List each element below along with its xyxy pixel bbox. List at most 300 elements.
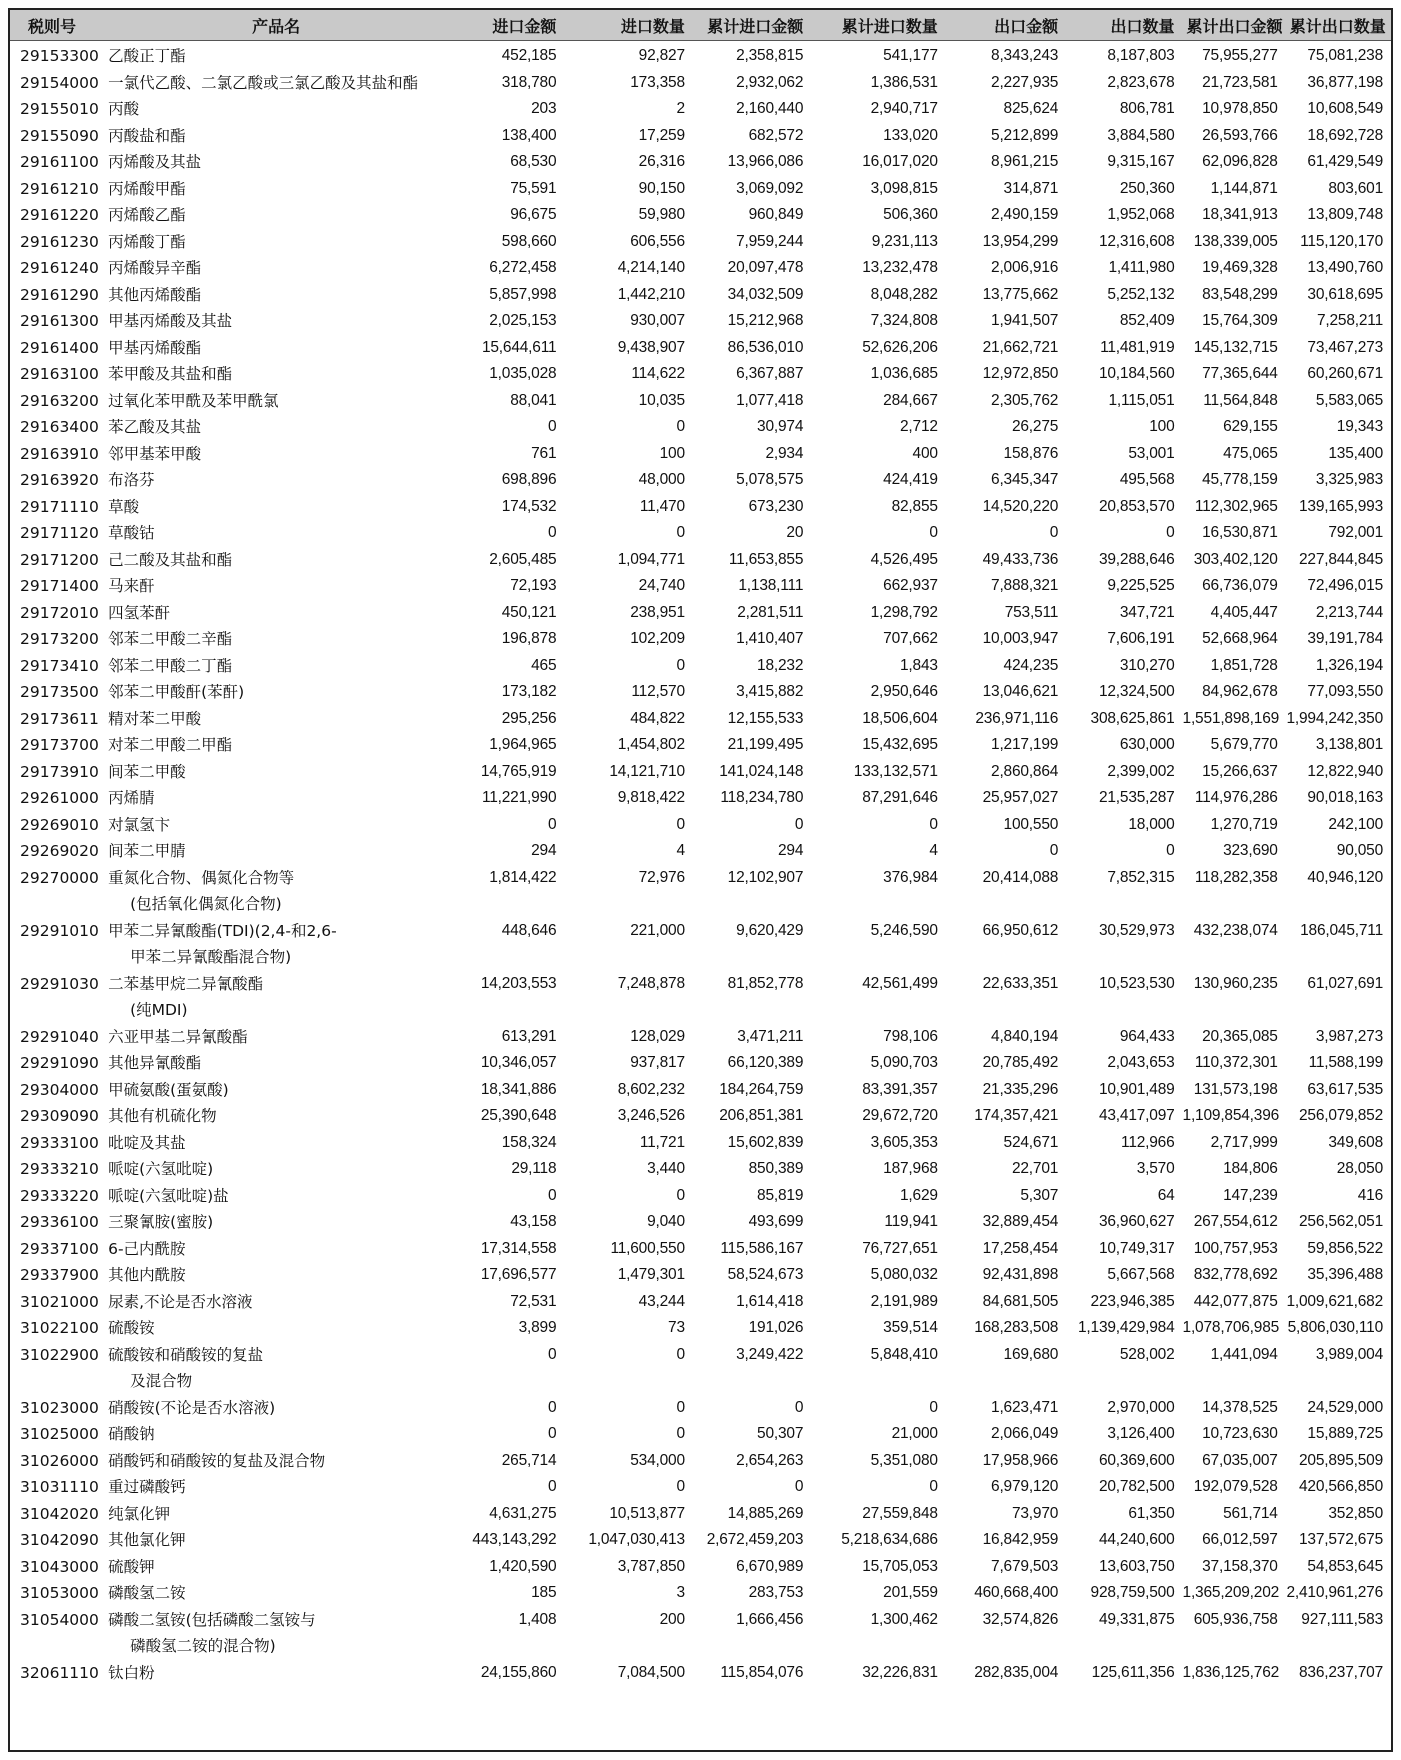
value-cell: 30,529,973 (1098, 921, 1175, 939)
tariff-code: 29171200 (20, 550, 99, 569)
value-cell: 48,000 (638, 471, 685, 488)
column-header: 累计进口金额 (693, 10, 811, 41)
value-cell: 605,936,758 (1193, 1610, 1278, 1628)
value-cell: 168,283,508 (974, 1319, 1059, 1336)
table-row (10, 838, 1391, 865)
value-cell: 72,193 (510, 577, 557, 594)
value-cell: 173,182 (501, 683, 557, 700)
value-cell: 0 (794, 1398, 804, 1416)
value-cell: 238,951 (630, 603, 685, 621)
table-row (10, 679, 1391, 706)
value-cell: 1,300,462 (870, 1610, 938, 1628)
value-cell: 0 (1166, 842, 1175, 859)
value-cell: 3,325,983 (1315, 471, 1383, 488)
value-cell: 59,980 (638, 206, 685, 223)
value-cell: 1,836,125,762 (1182, 1663, 1280, 1681)
value-cell: 960,849 (748, 206, 804, 223)
value-cell: 303,402,120 (1193, 550, 1278, 568)
product-name-line: 磷酸氢二铵的混合物) (130, 1637, 276, 1655)
value-cell: 75,081,238 (1307, 47, 1383, 64)
product-name (104, 706, 448, 733)
value-cell: 52,668,964 (1202, 630, 1278, 647)
table-row (10, 1236, 1391, 1263)
value-cell: 964,433 (1119, 1027, 1175, 1045)
value-cell: 2,025,153 (489, 312, 557, 329)
value-cell: 19,343 (1336, 418, 1383, 435)
tariff-code: 31042020 (20, 1504, 99, 1523)
product-name (104, 1421, 448, 1448)
value-cell: 0 (1049, 524, 1059, 541)
table-row (10, 1342, 1391, 1395)
value-cell: 295,256 (501, 709, 557, 727)
product-name (104, 1156, 448, 1183)
tariff-code: 31043000 (20, 1557, 99, 1576)
value-cell: 1,851,728 (1210, 656, 1278, 674)
value-cell: 66,012,597 (1202, 1531, 1278, 1548)
value-cell: 100 (659, 444, 685, 462)
value-cell: 2,950,646 (870, 683, 938, 700)
value-cell: 310,270 (1119, 656, 1175, 674)
product-name (104, 414, 448, 441)
value-cell: 0 (547, 1478, 557, 1495)
product-name (104, 1501, 448, 1528)
table-row (10, 96, 1391, 123)
value-cell: 92,431,898 (982, 1266, 1059, 1283)
value-cell: 761 (531, 444, 557, 462)
value-cell: 10,749,317 (1098, 1239, 1175, 1257)
value-cell: 11,481,919 (1100, 338, 1175, 356)
tariff-code: 29161100 (20, 153, 99, 171)
value-cell: 20,785,492 (982, 1054, 1059, 1071)
value-cell: 191,026 (748, 1319, 804, 1336)
value-cell: 49,331,875 (1098, 1610, 1175, 1628)
value-cell: 294 (777, 842, 804, 859)
product-name (104, 1315, 448, 1342)
column-header: 产品名 (104, 10, 448, 41)
product-name (104, 865, 448, 918)
value-cell: 1,386,531 (870, 73, 938, 91)
value-cell: 4,405,447 (1210, 603, 1278, 621)
value-cell: 698,896 (501, 471, 557, 488)
product-name (104, 388, 448, 415)
value-cell: 26,275 (1011, 418, 1059, 435)
value-cell: 798,106 (883, 1027, 938, 1045)
tariff-code: 29309090 (20, 1107, 99, 1125)
product-name-line: 己二酸及其盐和酯 (108, 550, 233, 569)
product-name (104, 812, 448, 839)
tariff-code: 29269020 (20, 842, 99, 860)
value-cell: 832,778,692 (1193, 1266, 1278, 1283)
product-name-line: 其他丙烯酸酯 (108, 285, 202, 304)
value-cell: 10,523,530 (1098, 974, 1175, 992)
value-cell: 0 (929, 1478, 938, 1495)
value-cell: 561,714 (1223, 1504, 1278, 1522)
value-cell: 20,414,088 (982, 868, 1059, 886)
value-cell: 12,316,608 (1098, 232, 1175, 250)
value-cell: 5,246,590 (870, 921, 938, 939)
value-cell: 24,155,860 (480, 1663, 557, 1681)
tariff-code: 31054000 (20, 1610, 99, 1629)
product-name-line: 哌啶(六氢吡啶)盐 (108, 1186, 229, 1205)
value-cell: 1,666,456 (736, 1610, 804, 1628)
product-name-line: 硫酸铵和硝酸铵的复盐 (108, 1345, 264, 1364)
value-cell: 63,617,535 (1307, 1080, 1383, 1098)
value-cell: 13,603,750 (1098, 1557, 1175, 1575)
product-name-line: 甲硫氨酸(蛋氨酸) (108, 1080, 229, 1099)
value-cell: 7,888,321 (991, 577, 1059, 594)
value-cell: 0 (929, 524, 938, 541)
value-cell: 493,699 (748, 1213, 804, 1230)
product-name-line: 6-己内酰胺 (108, 1239, 186, 1258)
value-cell: 26,593,766 (1202, 126, 1278, 144)
value-cell: 2,717,999 (1210, 1133, 1278, 1151)
table-row (10, 149, 1391, 176)
value-cell: 8,187,803 (1107, 47, 1175, 64)
value-cell: 201,559 (883, 1584, 938, 1601)
table-row (10, 1050, 1391, 1077)
value-cell: 84,962,678 (1202, 683, 1278, 700)
value-cell: 10,513,877 (609, 1504, 685, 1522)
value-cell: 2,227,935 (991, 73, 1059, 91)
value-cell: 2,934 (765, 444, 804, 462)
value-cell: 53,001 (1128, 444, 1175, 462)
value-cell: 114,622 (631, 365, 685, 382)
tariff-code: 29291040 (20, 1027, 99, 1046)
value-cell: 52,626,206 (862, 338, 938, 356)
tariff-code: 29333100 (20, 1133, 99, 1152)
value-cell: 10,346,057 (480, 1054, 557, 1071)
product-name (104, 1448, 448, 1475)
table-row (10, 759, 1391, 786)
value-cell: 0 (676, 1345, 685, 1363)
value-cell: 72,496,015 (1307, 577, 1383, 594)
value-cell: 629,155 (1223, 418, 1278, 435)
value-cell: 96,675 (510, 206, 557, 223)
table-row (10, 282, 1391, 309)
value-cell: 937,817 (630, 1054, 685, 1071)
value-cell: 12,102,907 (727, 868, 804, 886)
table-row (10, 1474, 1391, 1501)
value-cell: 145,132,715 (1193, 338, 1278, 356)
value-cell: 13,954,299 (982, 232, 1059, 250)
value-cell: 15,764,309 (1202, 312, 1278, 329)
value-cell: 173,358 (630, 73, 685, 91)
value-cell: 0 (676, 815, 685, 833)
value-cell: 4,214,140 (617, 259, 685, 276)
table-row (10, 865, 1391, 918)
trade-table-frame (8, 8, 1393, 1752)
value-cell: 0 (794, 815, 804, 833)
table-row (10, 1156, 1391, 1183)
value-cell: 792,001 (1328, 524, 1383, 541)
value-cell: 1,036,685 (870, 365, 938, 382)
value-cell: 21,535,287 (1098, 789, 1175, 806)
tariff-code: 31021000 (20, 1292, 99, 1311)
value-cell: 606,556 (630, 232, 685, 250)
value-cell: 1,410,407 (736, 630, 804, 647)
product-name-line: 草酸 (108, 497, 140, 516)
table-row (10, 1077, 1391, 1104)
value-cell: 68,530 (510, 153, 557, 170)
value-cell: 2,654,263 (736, 1451, 804, 1469)
product-name (104, 1103, 448, 1130)
value-cell: 43,417,097 (1098, 1107, 1175, 1124)
value-cell: 4,840,194 (991, 1027, 1059, 1045)
product-name (104, 547, 448, 574)
product-name (104, 1342, 448, 1395)
value-cell: 14,520,220 (982, 497, 1059, 515)
value-cell: 4 (929, 842, 938, 859)
value-cell: 9,315,167 (1107, 153, 1175, 170)
tariff-code: 29291030 (20, 974, 99, 993)
value-cell: 115,586,167 (720, 1239, 804, 1257)
value-cell: 2,305,762 (991, 391, 1059, 409)
value-cell: 2,410,961,276 (1286, 1584, 1383, 1601)
value-cell: 14,765,919 (480, 762, 557, 780)
tariff-code: 29171400 (20, 577, 99, 595)
value-cell: 294 (531, 842, 557, 859)
value-cell: 206,851,381 (719, 1107, 804, 1124)
product-name (104, 1554, 448, 1581)
value-cell: 1,298,792 (870, 603, 938, 621)
value-cell: 75,955,277 (1202, 47, 1278, 64)
table-row (10, 520, 1391, 547)
value-cell: 284,667 (883, 391, 938, 409)
product-name (104, 123, 448, 150)
value-cell: 7,324,808 (870, 312, 938, 329)
value-cell: 6,979,120 (991, 1478, 1059, 1495)
value-cell: 0 (547, 1186, 557, 1204)
product-name (104, 732, 448, 759)
value-cell: 85,819 (757, 1186, 804, 1204)
value-cell: 1,623,471 (991, 1398, 1059, 1416)
tariff-code: 29333220 (20, 1186, 99, 1205)
value-cell: 18,506,604 (862, 709, 938, 727)
value-cell: 3,138,801 (1315, 736, 1383, 753)
tariff-code: 29161220 (20, 206, 99, 224)
value-cell: 0 (676, 524, 685, 541)
value-cell: 112,570 (631, 683, 685, 700)
value-cell: 1,964,965 (489, 736, 557, 753)
header-row (10, 10, 1391, 41)
column-header: 累计进口数量 (811, 10, 946, 41)
value-cell: 2,006,916 (991, 259, 1059, 276)
value-cell: 662,937 (883, 577, 938, 594)
value-cell: 15,602,839 (727, 1133, 804, 1151)
value-cell: 11,221,990 (481, 789, 557, 806)
value-cell: 0 (547, 1425, 557, 1442)
tariff-code: 29261000 (20, 789, 99, 807)
value-cell: 130,960,235 (1193, 974, 1278, 992)
table-row (10, 653, 1391, 680)
value-cell: 45,778,159 (1202, 471, 1278, 488)
value-cell: 707,662 (883, 630, 938, 647)
table-row (10, 70, 1391, 97)
value-cell: 8,343,243 (991, 47, 1059, 64)
value-cell: 61,350 (1128, 1504, 1175, 1522)
value-cell: 118,234,780 (720, 789, 804, 806)
value-cell: 1,952,068 (1107, 206, 1175, 223)
value-cell: 29,672,720 (862, 1107, 938, 1124)
value-cell: 118,282,358 (1194, 868, 1278, 886)
value-cell: 6,345,347 (991, 471, 1059, 488)
product-name-line: 丙烯酸异辛酯 (108, 259, 202, 277)
value-cell: 18,341,913 (1202, 206, 1278, 223)
table-row (10, 732, 1391, 759)
tariff-code: 31025000 (20, 1425, 99, 1443)
product-name (104, 1236, 448, 1263)
tariff-code: 29161290 (20, 285, 99, 304)
value-cell: 0 (794, 1478, 804, 1495)
product-name (104, 361, 448, 388)
value-cell: 17,696,577 (480, 1266, 557, 1283)
value-cell: 5,667,568 (1107, 1266, 1175, 1283)
value-cell: 3,069,092 (736, 179, 804, 197)
value-cell: 9,438,907 (617, 338, 685, 356)
value-cell: 34,032,509 (727, 285, 804, 303)
product-name-line: 丙烯酸丁酯 (108, 232, 186, 251)
table-row (10, 1607, 1391, 1660)
value-cell: 64 (1157, 1186, 1175, 1204)
product-name-line: 硝酸钙和硝酸铵的复盐及混合物 (108, 1451, 326, 1470)
value-cell: 84,681,505 (982, 1292, 1059, 1310)
value-cell: 13,966,086 (727, 153, 804, 170)
value-cell: 7,606,191 (1107, 630, 1175, 647)
column-header: 累计出口金额 (1183, 10, 1286, 41)
product-name-line: 丙酸盐和酯 (108, 126, 186, 145)
value-cell: 18,341,886 (480, 1080, 557, 1098)
table-row (10, 1501, 1391, 1528)
value-cell: 11,588,199 (1308, 1054, 1383, 1071)
table-row (10, 202, 1391, 229)
value-cell: 1,454,802 (617, 736, 685, 753)
tariff-code: 31042090 (20, 1531, 99, 1549)
value-cell: 4 (676, 842, 685, 859)
value-cell: 630,000 (1119, 736, 1175, 753)
tariff-code: 29304000 (20, 1080, 99, 1099)
product-name-line: 哌啶(六氢吡啶) (108, 1160, 214, 1178)
value-cell: 135,400 (1328, 444, 1383, 462)
value-cell: 5,080,032 (870, 1266, 938, 1283)
value-cell: 3,605,353 (870, 1133, 938, 1151)
value-cell: 10,901,489 (1098, 1080, 1175, 1098)
value-cell: 36,877,198 (1307, 73, 1383, 91)
value-cell: 2 (676, 100, 685, 117)
value-cell: 158,324 (501, 1133, 557, 1151)
value-cell: 400 (912, 444, 938, 462)
value-cell: 62,096,828 (1202, 153, 1278, 170)
value-cell: 21,662,721 (982, 338, 1059, 356)
value-cell: 1,994,242,350 (1286, 709, 1383, 727)
value-cell: 15,266,637 (1202, 762, 1278, 780)
value-cell: 349,608 (1328, 1133, 1383, 1151)
value-cell: 27,559,848 (862, 1504, 938, 1522)
value-cell: 682,572 (748, 126, 804, 144)
table-row (10, 706, 1391, 733)
value-cell: 14,121,710 (609, 762, 685, 780)
value-cell: 0 (1049, 842, 1059, 859)
value-cell: 1,420,590 (489, 1557, 557, 1575)
value-cell: 5,212,899 (991, 126, 1059, 144)
table-row (10, 255, 1391, 282)
value-cell: 930,007 (630, 312, 685, 329)
table-row (10, 1262, 1391, 1289)
value-cell: 32,226,831 (862, 1663, 938, 1681)
value-cell: 16,530,871 (1202, 524, 1278, 541)
value-cell: 203 (531, 100, 557, 117)
value-cell: 613,291 (501, 1027, 557, 1045)
value-cell: 0 (676, 1478, 685, 1495)
table-row (10, 1448, 1391, 1475)
value-cell: 347,721 (1119, 603, 1175, 621)
value-cell: 24,529,000 (1307, 1398, 1383, 1416)
product-name-line: 二苯基甲烷二异氰酸酯 (108, 974, 264, 993)
value-cell: 852,409 (1119, 312, 1175, 329)
table-row (10, 494, 1391, 521)
table-row (10, 1209, 1391, 1236)
value-cell: 77,093,550 (1307, 683, 1383, 700)
value-cell: 448,646 (501, 921, 557, 939)
value-cell: 16,017,020 (862, 153, 938, 170)
tariff-code: 29154000 (20, 73, 99, 92)
value-cell: 2,940,717 (870, 100, 938, 117)
value-cell: 598,660 (501, 232, 557, 250)
value-cell: 227,844,845 (1299, 550, 1383, 568)
table-row (10, 1527, 1391, 1554)
value-cell: 8,961,215 (991, 153, 1059, 170)
value-cell: 73,970 (1011, 1504, 1059, 1522)
value-cell: 15,889,725 (1307, 1425, 1383, 1442)
product-name-line: 四氢苯酐 (108, 603, 171, 622)
value-cell: 11,600,550 (610, 1239, 685, 1257)
value-cell: 88,041 (510, 391, 557, 409)
value-cell: 5,857,998 (489, 285, 557, 303)
value-cell: 452,185 (501, 47, 557, 64)
product-name-line: (包括氧化偶氮化合物) (130, 895, 282, 913)
product-name-line: 马来酐 (108, 577, 155, 595)
value-cell: 92,827 (638, 47, 685, 64)
value-cell: 169,680 (1003, 1345, 1059, 1363)
tariff-code: 29173410 (20, 656, 99, 675)
value-cell: 128,029 (630, 1027, 685, 1045)
product-name-line: 硝酸钠 (108, 1425, 155, 1443)
value-cell: 30,974 (757, 418, 804, 435)
table-row (10, 600, 1391, 627)
value-cell: 12,972,850 (982, 365, 1059, 382)
table-row (10, 1660, 1391, 1687)
value-cell: 850,389 (748, 1160, 804, 1177)
value-cell: 4,631,275 (489, 1504, 557, 1522)
value-cell: 20,782,500 (1098, 1478, 1175, 1495)
value-cell: 115,120,170 (1300, 232, 1383, 250)
value-cell: 42,561,499 (862, 974, 938, 992)
tariff-code: 31022100 (20, 1319, 99, 1337)
value-cell: 196,878 (501, 630, 557, 647)
product-name (104, 441, 448, 468)
value-cell: 112,966 (1121, 1133, 1175, 1151)
value-cell: 110,372,301 (1194, 1054, 1278, 1071)
value-cell: 420,566,850 (1299, 1478, 1383, 1495)
value-cell: 10,003,947 (982, 630, 1059, 647)
value-cell: 442,077,875 (1193, 1292, 1278, 1310)
product-name (104, 1077, 448, 1104)
value-cell: 318,780 (501, 73, 557, 91)
value-cell: 30,618,695 (1307, 285, 1383, 303)
table-row (10, 229, 1391, 256)
table-body (10, 41, 1391, 1687)
value-cell: 11,470 (639, 497, 685, 515)
value-cell: 432,238,074 (1193, 921, 1278, 939)
